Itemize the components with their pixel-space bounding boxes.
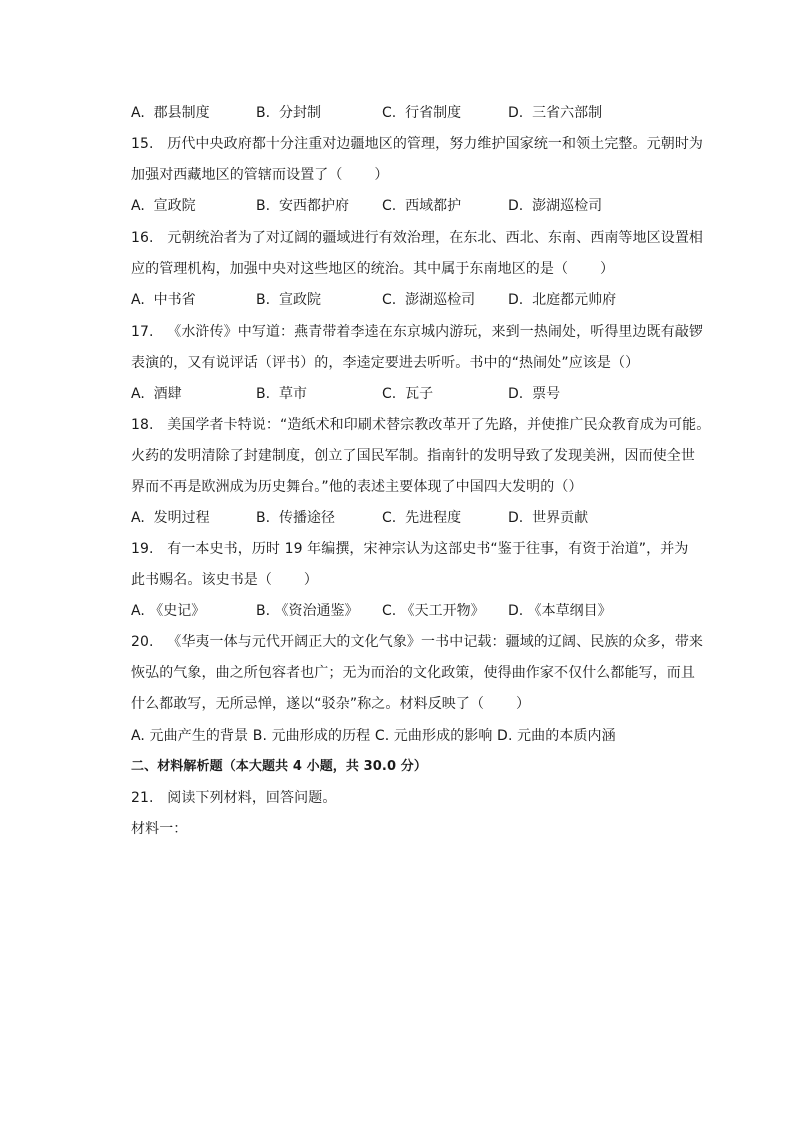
- q19-option-d: D. 《本草纲目》: [508, 603, 612, 619]
- q16-stem-line1: 16. 元朝统治者为了对辽阔的疆域进行有效治理，在东北、西北、东南、西南等地区设置相: [131, 230, 704, 246]
- q17-option-b: B. 草市: [256, 386, 307, 402]
- q20-stem-line2: 恢弘的气象，曲之所包容者也广；无为而治的文化政策，使得曲作家不仅什么都能写，而且: [131, 665, 695, 681]
- q15-option-b: B. 安西都护府: [256, 198, 349, 214]
- q15-stem-line1: 15. 历代中央政府都十分注重对边疆地区的管理，努力维护国家统一和领土完整。元朝时为: [131, 136, 704, 152]
- q20-stem-line3: 什么都敢写，无所忌惮，遂以“驳杂”称之。材料反映了（ ）: [131, 696, 531, 712]
- q14-option-c: C. 行省制度: [382, 105, 462, 121]
- q18-option-b: B. 传播途径: [256, 510, 335, 526]
- q16-option-d: D. 北庭都元帅府: [508, 292, 617, 308]
- q14-option-b: B. 分封制: [256, 105, 321, 121]
- q18-option-d: D. 世界贡献: [508, 510, 589, 526]
- q19-stem-line2: 此书赐名。该史书是（ ）: [131, 572, 318, 588]
- q21-stem: 21. 阅读下列材料，回答问题。: [131, 790, 337, 806]
- q16-option-a: A. 中书省: [131, 292, 196, 308]
- q14-option-d: D. 三省六部制: [508, 105, 603, 121]
- q15-stem-line2: 加强对西藏地区的管辖而设置了（ ）: [131, 167, 389, 183]
- q19-option-b: B. 《资治通鉴》: [256, 603, 359, 619]
- section-heading: 二、材料解析题（本大题共 4 小题，共 30.0 分）: [131, 759, 427, 774]
- q19-option-c: C. 《天工开物》: [382, 603, 485, 619]
- q17-option-d: D. 票号: [508, 386, 561, 402]
- q19-stem-line1: 19. 有一本史书，历时 19 年编撰，宋神宗认为这部史书“鉴于往事，有资于治道”，并为: [131, 541, 689, 557]
- q17-stem-line1: 17. 《水浒传》中写道：燕青带着李逵在东京城内游玩，来到一热闹处，听得里边既有敲锣: [131, 324, 704, 340]
- q15-option-c: C. 西域都护: [382, 198, 462, 214]
- q15-option-d: D. 澎湖巡检司: [508, 198, 603, 214]
- q18-option-a: A. 发明过程: [131, 510, 210, 526]
- q21-material-label: 材料一：: [131, 821, 188, 837]
- q17-option-a: A. 酒肆: [131, 386, 182, 402]
- q14-option-a: A. 郡县制度: [131, 105, 210, 121]
- q18-option-c: C. 先进程度: [382, 510, 462, 526]
- q19-option-a: A. 《史记》: [131, 603, 206, 619]
- q18-stem-line1: 18. 美国学者卡特说：“造纸术和印刷术替宗教改革开了先路，并使推广民众教育成为可能。: [131, 417, 711, 433]
- q20-options: A. 元曲产生的背景 B. 元曲形成的历程 C. 元曲形成的影响 D. 元曲的本质内涵: [131, 728, 616, 744]
- q18-stem-line3: 界而不再是欧洲成为历史舞台。”他的表述主要体现了中国四大发明的（）: [131, 479, 583, 495]
- q18-stem-line2: 火药的发明清除了封建制度，创立了国民军制。指南针的发明导致了发现美洲，因而使全世: [131, 448, 695, 464]
- q17-option-c: C. 瓦子: [382, 386, 434, 402]
- q20-stem-line1: 20. 《华夷一体与元代开阔正大的文化气象》一书中记载：疆域的辽阔、民族的众多，带来: [131, 634, 704, 650]
- q17-stem-line2: 表演的，又有说评话（评书）的，李逵定要进去听听。书中的“热闹处”应该是（）: [131, 355, 640, 371]
- q16-stem-line2: 应的管理机构，加强中央对这些地区的统治。其中属于东南地区的是（ ）: [131, 261, 615, 277]
- q16-option-b: B. 宣政院: [256, 292, 321, 308]
- q16-option-c: C. 澎湖巡检司: [382, 292, 476, 308]
- q15-option-a: A. 宣政院: [131, 198, 196, 214]
